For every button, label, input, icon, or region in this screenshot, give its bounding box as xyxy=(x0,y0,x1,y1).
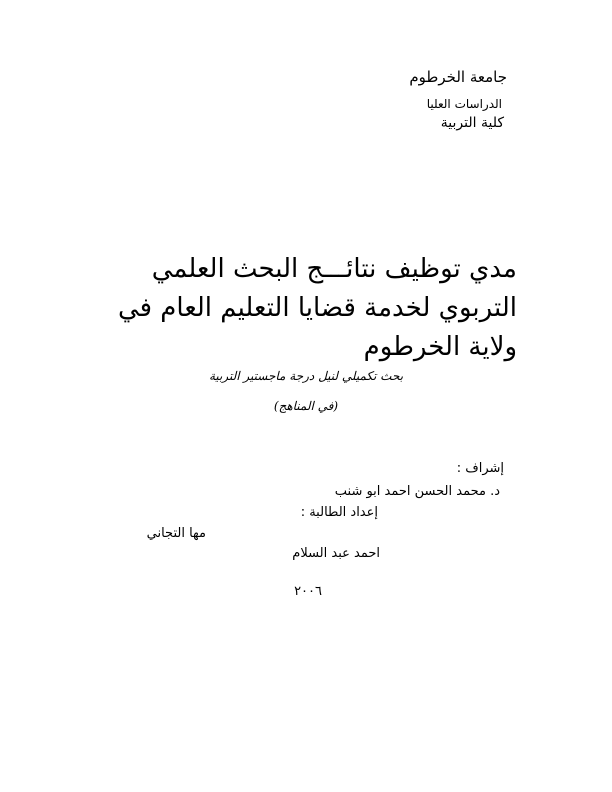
student-name-first: مها التجاني xyxy=(146,526,206,541)
graduate-studies-label: الدراسات العليا xyxy=(426,97,502,111)
student-name-last: احمد عبد السلام xyxy=(292,546,380,561)
thesis-title-line-2: التربوي لخدمة قضايا التعليم العام في xyxy=(117,293,517,323)
supervisor-name: د. محمد الحسن احمد ابو شنب xyxy=(334,484,500,499)
supervision-label: إشراف : xyxy=(456,461,504,476)
college-name: كلية التربية xyxy=(440,115,504,131)
thesis-title-line-1: مدي توظيف نتائـــج البحث العلمي xyxy=(151,254,517,284)
thesis-title-line-3: ولاية الخرطوم xyxy=(363,332,517,362)
specialization: (في المناهج) xyxy=(273,399,339,413)
university-name: جامعة الخرطوم xyxy=(409,68,507,86)
degree-subtitle: بحث تكميلي لنيل درجة ماجستير التربية xyxy=(208,369,404,383)
year: ٢٠٠٦ xyxy=(294,584,322,599)
preparation-label: إعداد الطالبة : xyxy=(300,505,378,520)
